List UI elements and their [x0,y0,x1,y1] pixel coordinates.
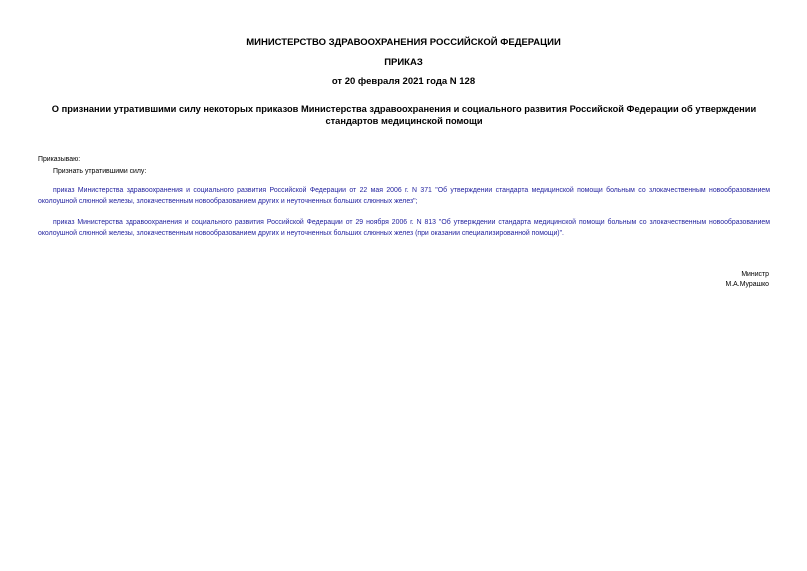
order-heading: ПРИКАЗ [384,57,423,68]
signature-name: М.А.Мурашко [725,281,769,288]
document-title: О признании утратившими силу некоторых приказов Министерства здравоохранения и социального развития Российской Федерации об утверждении стандартов медицинской помощи [51,104,757,126]
order-intro: Приказываю: [38,156,81,163]
order-date: от 20 февраля 2021 года N 128 [331,76,476,87]
reference-link-order-813[interactable]: приказ Министерства здравоохранения и социального развития Российской Федерации от 29 ноября 2006 г. N 813 "Об утверждении стандарта медицинской помощи больным со злокачественным новообразованием околоушной слюнной железы, злокачественным новообразованием других и неуточненных больших слюнных желез (при оказании специализированной помощи)". [38,219,770,237]
order-action: Признать утратившими силу: [53,168,147,175]
reference-link-order-371[interactable]: приказ Министерства здравоохранения и социального развития Российской Федерации от 22 мая 2006 г. N 371 "Об утверждении стандарта медицинской помощи больным со злокачественным новообразованием околоушной слюнной железы, злокачественным новообразованием других и неуточненных больших слюнных желез"; [38,187,770,205]
signature-position: Министр [741,271,769,278]
ministry-heading: МИНИСТЕРСТВО ЗДРАВООХРАНЕНИЯ РОССИЙСКОЙ ФЕДЕРАЦИИ [246,37,561,48]
